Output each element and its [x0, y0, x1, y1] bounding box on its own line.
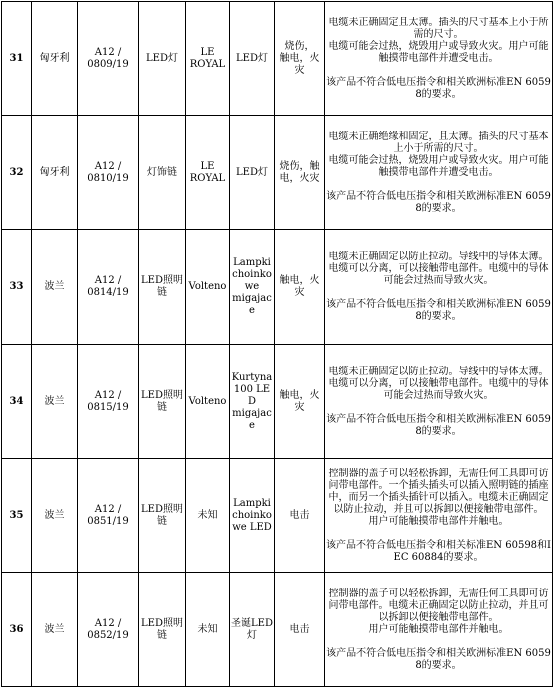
recall-table [1, 1, 553, 687]
product-line: we [244, 281, 260, 292]
row-number: 32 [2, 116, 32, 230]
risk-line: 电击 [289, 623, 310, 635]
row-number: 34 [2, 345, 32, 459]
risk-line: 电，火灾 [279, 172, 320, 184]
risk-cell [275, 230, 325, 345]
description-cell [325, 116, 553, 230]
country-cell: 匈牙利 [32, 116, 78, 230]
risk-line: 触电，火 [279, 275, 320, 286]
description-line: 控制器的盖子可以轻松拆卸，无需任何工具即可访问带电部件。一个插头插头可以插入照明链的插座中，而另一个插头插针可以插入。电缆未正确固定以防止拉动，并且可以拆卸以便接触带电部件。 [328, 467, 549, 515]
reference-cell [78, 573, 139, 687]
description-line: 该产品不符合低电压指令和相关欧洲标准EN 60598的要求。 [326, 190, 551, 214]
description-cell [325, 230, 553, 345]
product-line: migajac [232, 407, 272, 419]
risk-line: 烧伤，触 [279, 160, 320, 172]
product-line: 灯 [247, 629, 257, 641]
product-line: e [249, 305, 255, 316]
brand-cell [186, 2, 230, 116]
risk-cell [275, 116, 325, 230]
brand-line: LE [200, 160, 215, 172]
category-line: LED照明 [141, 617, 183, 629]
description-line: 电缆可以分离，可以接触带电部件。电缆中的导体可能会过热而导致火灾。 [328, 263, 549, 286]
country-cell: 匈牙利 [32, 2, 78, 116]
product-cell [230, 116, 275, 230]
description-line: 该产品不符合低电压指令和相关欧洲标准EN 60598的要求。 [326, 647, 551, 671]
country-cell: 波兰 [32, 230, 78, 345]
category-cell [139, 116, 186, 230]
reference-cell [78, 459, 139, 573]
description-text [325, 17, 552, 101]
risk-line: 触电，火 [279, 52, 320, 64]
brand-line: 未知 [197, 509, 218, 521]
category-cell [139, 345, 186, 459]
product-line: Kurtyna [231, 371, 273, 383]
risk-cell [275, 2, 325, 116]
paragraph-gap [325, 287, 552, 299]
risk-line: 电击 [289, 509, 310, 521]
paragraph-gap [325, 179, 552, 191]
description-cell [325, 573, 553, 687]
country-cell: 波兰 [32, 573, 78, 687]
description-cell [325, 345, 553, 459]
product-cell [230, 573, 275, 687]
ref-line: 0810/19 [87, 172, 129, 184]
row-number: 31 [2, 2, 32, 116]
ref-line: A12 / [94, 275, 122, 286]
category-line: 灯饰链 [147, 166, 177, 178]
product-line: 圣诞LED [231, 617, 273, 629]
risk-cell [275, 345, 325, 459]
description-text [325, 468, 552, 564]
description-line: 电缆未正确固定以防止拉动。导线中的导体太薄。 [328, 251, 549, 262]
paragraph-gap [325, 528, 552, 540]
product-line: migajac [232, 293, 272, 304]
product-line: 100 LED [233, 383, 271, 407]
ref-line: A12 / [94, 389, 122, 401]
brand-line: ROYAL [189, 172, 226, 184]
category-cell [139, 573, 186, 687]
ref-line: 0815/19 [87, 401, 129, 413]
description-text [325, 131, 552, 215]
brand-line: Volteno [188, 281, 227, 292]
product-cell [230, 230, 275, 345]
product-cell [230, 2, 275, 116]
description-line: 电缆可以分离，可以接触带电部件。电缆中的导体可能会过热而导致火灾。 [328, 377, 549, 401]
product-cell [230, 459, 275, 573]
reference-cell [78, 345, 139, 459]
ref-line: A12 / [94, 160, 122, 172]
category-line: LED照明 [141, 503, 183, 515]
product-line: choinko [232, 269, 272, 280]
product-cell [230, 345, 275, 459]
description-line: 电缆可能会过热，烧毁用户或导致火灾。用户可能触摸带电部件并遭受电击。 [328, 154, 549, 178]
table-row [2, 459, 553, 573]
brand-cell [186, 459, 230, 573]
description-text [325, 588, 552, 672]
description-line: 该产品不符合低电压指令和相关标准EN 60598和IEC 60884的要求。 [326, 539, 551, 563]
table-row [2, 116, 553, 230]
product-line: Lampki [233, 497, 271, 509]
brand-cell [186, 116, 230, 230]
table-row [2, 345, 553, 459]
table-body [2, 2, 553, 687]
description-text [325, 251, 552, 323]
product-line: e [249, 419, 255, 431]
row-number: 33 [2, 230, 32, 345]
row-number: 36 [2, 573, 32, 687]
description-line: 控制器的盖子可以轻松拆卸，无需任何工具即可访问带电部件。电缆未正确固定以防止拉动，并且可以拆卸以便接触带电部件。 [328, 587, 549, 623]
ref-line: 0809/19 [87, 58, 129, 70]
ref-line: 0852/19 [87, 629, 129, 641]
category-line: 链 [157, 629, 167, 641]
brand-line: 未知 [197, 623, 218, 635]
category-line: LED照明 [141, 275, 183, 286]
brand-line: ROYAL [189, 58, 226, 70]
table-row [2, 2, 553, 116]
ref-line: A12 / [94, 46, 122, 58]
risk-line: 灾 [294, 401, 305, 413]
category-cell [139, 2, 186, 116]
paragraph-gap [325, 402, 552, 414]
description-line: 电缆可能会过热，烧毁用户或导致火灾。用户可能触摸带电部件并遭受电击。 [328, 40, 549, 64]
row-number: 35 [2, 459, 32, 573]
table-row [2, 573, 553, 687]
description-line: 该产品不符合低电压指令和相关欧洲标准EN 60598的要求。 [326, 299, 551, 322]
brand-line: Volteno [188, 395, 227, 407]
description-cell [325, 2, 553, 116]
product-line: we LED [232, 521, 272, 533]
table-row [2, 230, 553, 345]
product-line: LED灯 [236, 52, 268, 64]
ref-line: A12 / [94, 617, 122, 629]
category-line: 链 [157, 287, 167, 298]
category-line: LED灯 [146, 52, 178, 64]
description-line: 电缆未正确固定且太薄。插头的尺寸基本上小于所需的尺寸。 [328, 16, 549, 40]
brand-line: LE [200, 46, 215, 58]
ref-line: 0851/19 [87, 515, 129, 527]
description-line: 电缆未正确绝缘和固定，且太薄。插头的尺寸基本上小于所需的尺寸。 [328, 130, 549, 154]
reference-cell [78, 2, 139, 116]
paragraph-gap [325, 636, 552, 648]
description-cell [325, 459, 553, 573]
description-line: 该产品不符合低电压指令和相关欧洲标准EN 60598的要求。 [326, 76, 551, 100]
brand-cell [186, 345, 230, 459]
description-line: 该产品不符合低电压指令和相关欧洲标准EN 60598的要求。 [326, 413, 551, 437]
category-line: 链 [157, 401, 167, 413]
description-line: 用户可能触摸带电部件并触电。 [368, 515, 509, 527]
brand-cell [186, 573, 230, 687]
product-line: choinko [232, 509, 272, 521]
country-cell: 波兰 [32, 459, 78, 573]
ref-line: A12 / [94, 503, 122, 515]
brand-cell [186, 230, 230, 345]
description-line: 电缆未正确固定以防止拉动。导线中的导体太薄。 [328, 365, 549, 377]
reference-cell [78, 116, 139, 230]
description-line: 用户可能触摸带电部件并触电。 [368, 623, 509, 635]
risk-cell [275, 573, 325, 687]
paragraph-gap [325, 65, 552, 77]
description-text [325, 366, 552, 438]
category-cell [139, 230, 186, 345]
risk-line: 烧伤， [284, 40, 315, 52]
category-line: 链 [157, 515, 167, 527]
risk-line: 灾 [294, 64, 305, 76]
ref-line: 0814/19 [87, 287, 129, 298]
country-cell: 波兰 [32, 345, 78, 459]
risk-cell [275, 459, 325, 573]
risk-line: 触电，火 [279, 389, 320, 401]
product-line: LED灯 [236, 166, 268, 178]
product-line: Lampki [233, 257, 271, 268]
reference-cell [78, 230, 139, 345]
risk-line: 灾 [294, 287, 305, 298]
category-line: LED照明 [141, 389, 183, 401]
category-cell [139, 459, 186, 573]
